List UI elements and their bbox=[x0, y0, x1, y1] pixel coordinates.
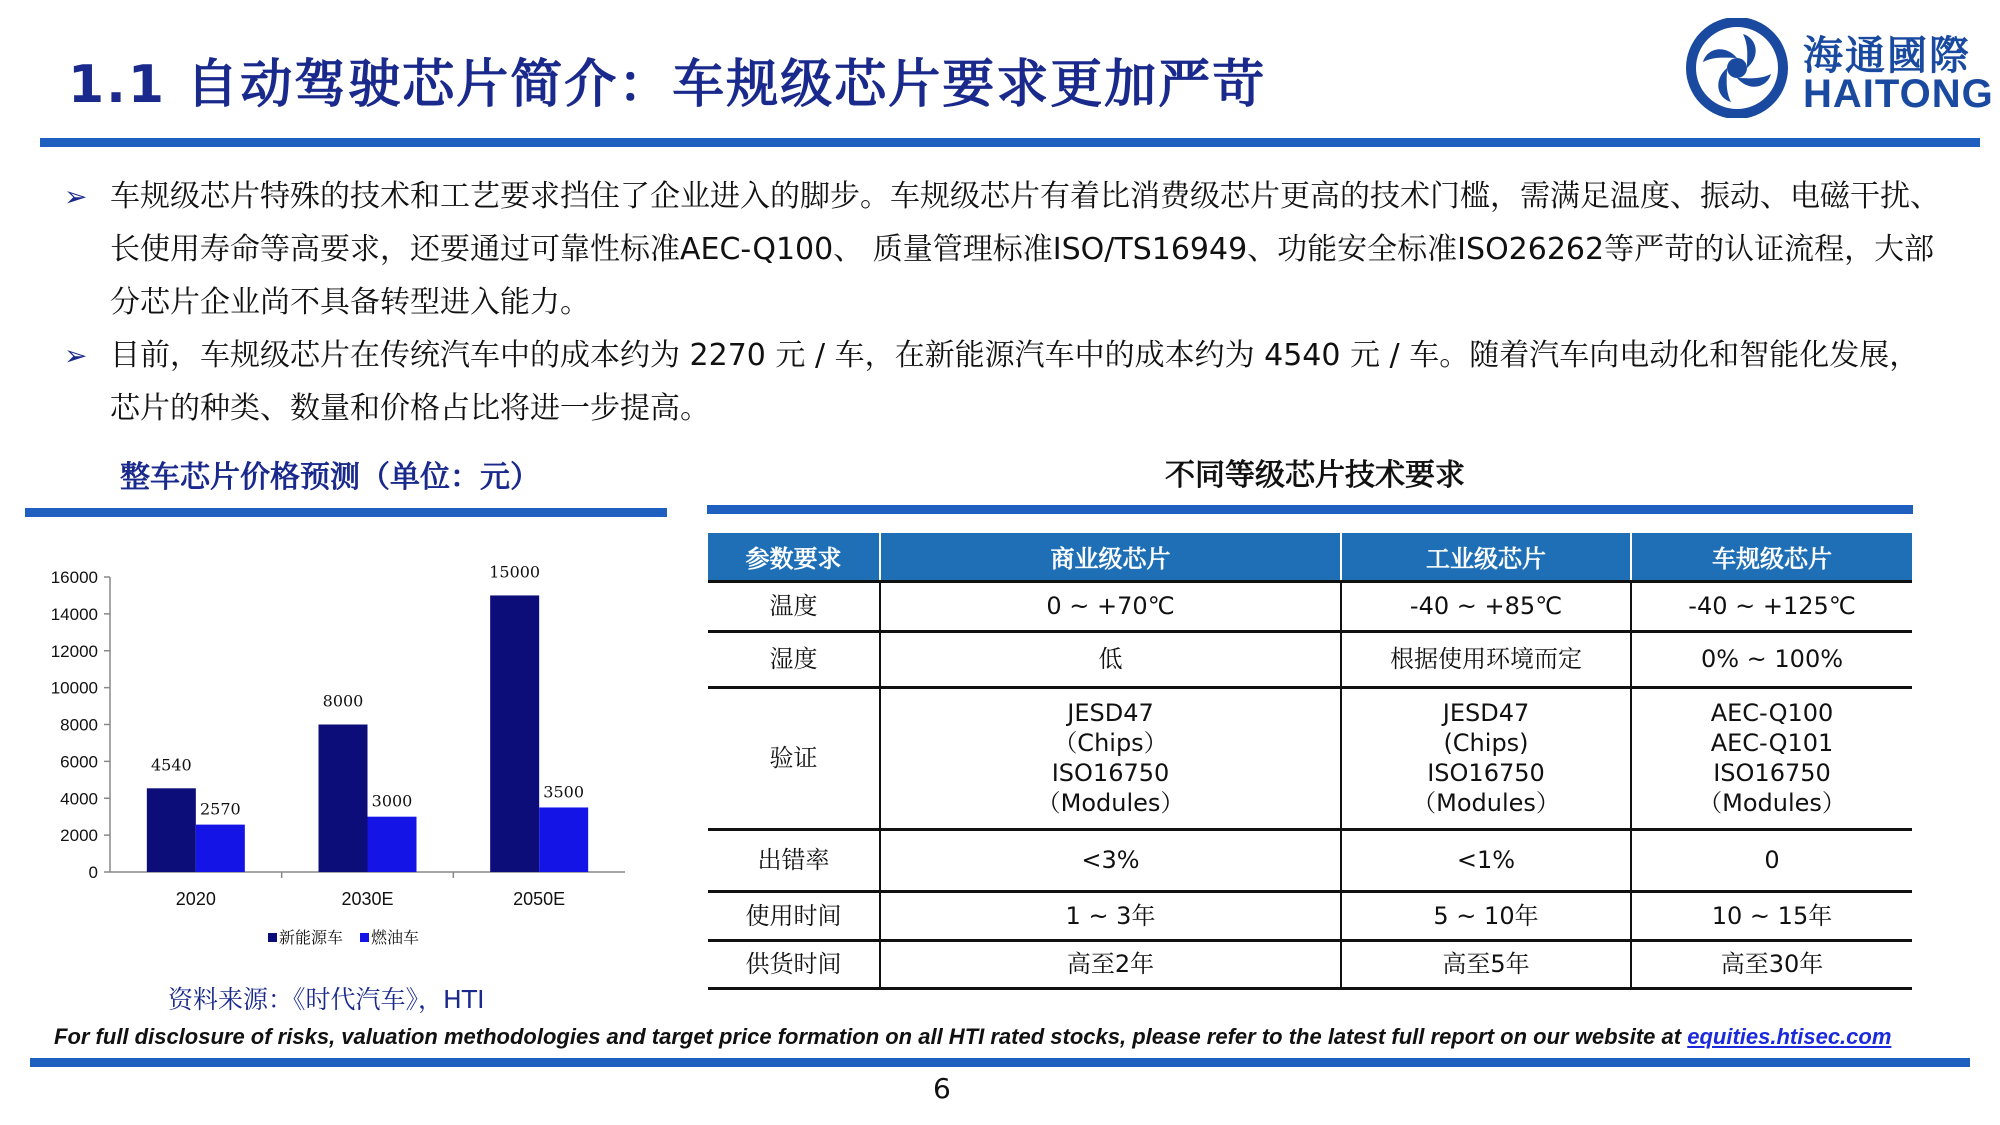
table-divider bbox=[707, 505, 1913, 514]
table-title: 不同等级芯片技术要求 bbox=[1165, 458, 1465, 493]
cell-commercial: 低 bbox=[880, 631, 1341, 687]
x-tick-label: 2020 bbox=[175, 889, 216, 909]
bar-燃油车 bbox=[196, 825, 245, 872]
chart-source: 资料来源：《时代汽车》，HTI bbox=[168, 985, 485, 1014]
data-label: 3000 bbox=[371, 791, 413, 811]
cell-line: JESD47 bbox=[1067, 699, 1154, 727]
x-tick-label: 2050E bbox=[513, 889, 566, 909]
cell-param: 供货时间 bbox=[708, 940, 880, 988]
cell-commercial: 1 ~ 3年 bbox=[880, 891, 1341, 940]
bar-新能源车 bbox=[319, 725, 368, 873]
cell-param: 验证 bbox=[708, 687, 880, 829]
bar-chart bbox=[25, 540, 665, 970]
website-link[interactable]: equities.htisec.com bbox=[1687, 1024, 1892, 1049]
disclosure-body: For full disclosure of risks, valuation methodologies and target price formation on all HTI rated stocks, please refer to the latest full report on our website at bbox=[54, 1024, 1682, 1049]
chart-divider bbox=[25, 508, 667, 517]
chart-title: 整车芯片价格预测（单位：元） bbox=[120, 460, 540, 495]
header-industrial: 工业级芯片 bbox=[1341, 533, 1631, 581]
table-row bbox=[708, 829, 1912, 891]
cell-param: 出错率 bbox=[708, 829, 880, 891]
header-automotive: 车规级芯片 bbox=[1631, 533, 1912, 581]
table-row bbox=[708, 940, 1912, 988]
logo-chinese-text: 海通國際 bbox=[1803, 32, 1971, 79]
cell-line: ISO16750 bbox=[1713, 759, 1831, 787]
table-row bbox=[708, 581, 1912, 631]
haitong-logo bbox=[1685, 18, 1994, 118]
cell-line: AEC-Q101 bbox=[1710, 729, 1834, 757]
cell-line: （Modules） bbox=[1036, 789, 1185, 817]
y-tick-label: 14000 bbox=[50, 604, 98, 624]
cell-commercial: 0 ~ +70℃ bbox=[880, 581, 1341, 631]
cell-line: ISO16750 bbox=[1427, 759, 1545, 787]
cell-line: （Modules） bbox=[1412, 789, 1560, 817]
table-row bbox=[708, 891, 1912, 940]
cell-automotive bbox=[1631, 687, 1912, 829]
table-row bbox=[708, 631, 1912, 687]
cell-commercial: <3% bbox=[880, 829, 1341, 891]
y-tick-label: 4000 bbox=[60, 789, 98, 809]
data-label: 8000 bbox=[322, 691, 364, 711]
arrow-bullet-icon: ➢ bbox=[64, 180, 88, 213]
data-label: 4540 bbox=[150, 755, 192, 775]
y-tick-label: 8000 bbox=[60, 715, 98, 735]
cell-line: （Chips） bbox=[1053, 729, 1168, 757]
legend-label: 新能源车 bbox=[279, 928, 344, 947]
table-row bbox=[708, 687, 1912, 829]
header-param: 参数要求 bbox=[708, 533, 880, 581]
cell-industrial: 5 ~ 10年 bbox=[1341, 891, 1631, 940]
data-label: 15000 bbox=[489, 562, 541, 582]
y-tick-label: 12000 bbox=[50, 641, 98, 661]
cell-industrial: <1% bbox=[1341, 829, 1631, 891]
cell-automotive: 10 ~ 15年 bbox=[1631, 891, 1912, 940]
cell-industrial: 根据使用环境而定 bbox=[1341, 631, 1631, 687]
y-tick-label: 6000 bbox=[60, 752, 98, 772]
cell-param: 温度 bbox=[708, 581, 880, 631]
cell-param: 使用时间 bbox=[708, 891, 880, 940]
bar-新能源车 bbox=[490, 595, 539, 872]
cell-automotive: -40 ~ +125℃ bbox=[1631, 581, 1912, 631]
y-tick-label: 2000 bbox=[60, 826, 98, 846]
y-tick-label: 10000 bbox=[50, 678, 98, 698]
cell-automotive: 0 bbox=[1631, 829, 1912, 891]
bullet-text: 目前，车规级芯片在传统汽车中的成本约为 2270 元 / 车，在新能源汽车中的成本约为 4540 元 / 车。随着汽车向电动化和智能化发展，芯片的种类、数量和价格占比将进一步提高。 bbox=[110, 338, 1920, 426]
x-tick-label: 2030E bbox=[341, 889, 394, 909]
cell-line: JESD47 bbox=[1442, 699, 1530, 727]
cell-commercial: 高至2年 bbox=[880, 940, 1341, 988]
cell-line: ISO16750 bbox=[1051, 759, 1170, 787]
bullet-list bbox=[64, 170, 1944, 435]
arrow-bullet-icon: ➢ bbox=[64, 339, 88, 372]
table-header-row bbox=[708, 533, 1912, 581]
header-commercial: 商业级芯片 bbox=[880, 533, 1341, 581]
bullet-text: 车规级芯片特殊的技术和工艺要求挡住了企业进入的脚步。车规级芯片有着比消费级芯片更高的技术门槛，需满足温度、振动、电磁干扰、长使用寿命等高要求，还要通过可靠性标准AEC-Q100、 质量管理标准ISO/TS16949、功能安全标准ISO26262等严苛的认证流程，大部分芯片企业尚不具备转型进入能力。 bbox=[110, 179, 1940, 320]
chip-spec-table bbox=[708, 533, 1912, 990]
cell-line: （Modules） bbox=[1698, 789, 1846, 817]
legend-swatch bbox=[360, 933, 369, 942]
cell-automotive: 0% ~ 100% bbox=[1631, 631, 1912, 687]
y-tick-label: 16000 bbox=[50, 568, 98, 587]
cell-line: AEC-Q100 bbox=[1710, 699, 1834, 727]
legend-label: 燃油车 bbox=[371, 928, 420, 947]
cell-industrial: -40 ~ +85℃ bbox=[1341, 581, 1631, 631]
data-label: 3500 bbox=[543, 782, 585, 802]
legend-swatch bbox=[268, 933, 277, 942]
bar-燃油车 bbox=[368, 817, 417, 872]
cell-industrial: 高至5年 bbox=[1341, 940, 1631, 988]
cell-industrial bbox=[1341, 687, 1631, 829]
disclosure-text bbox=[54, 1024, 1891, 1050]
bar-燃油车 bbox=[539, 807, 588, 872]
cell-param: 湿度 bbox=[708, 631, 880, 687]
page-number: 6 bbox=[933, 1072, 951, 1105]
cell-line: (Chips) bbox=[1443, 729, 1529, 757]
bullet-item bbox=[64, 170, 1944, 329]
header-divider bbox=[40, 138, 1980, 147]
cell-commercial bbox=[880, 687, 1341, 829]
page-title: 1.1 自动驾驶芯片简介：车规级芯片要求更加严苛 bbox=[68, 55, 1267, 115]
data-label: 2570 bbox=[199, 799, 241, 819]
cell-automotive: 高至30年 bbox=[1631, 940, 1912, 988]
logo-english-text: HAITONG bbox=[1803, 72, 1994, 116]
y-tick-label: 0 bbox=[88, 863, 98, 882]
bullet-item bbox=[64, 329, 1944, 435]
bar-新能源车 bbox=[147, 788, 196, 872]
footer-divider bbox=[30, 1058, 1970, 1067]
haitong-logo-icon bbox=[1685, 18, 1793, 118]
